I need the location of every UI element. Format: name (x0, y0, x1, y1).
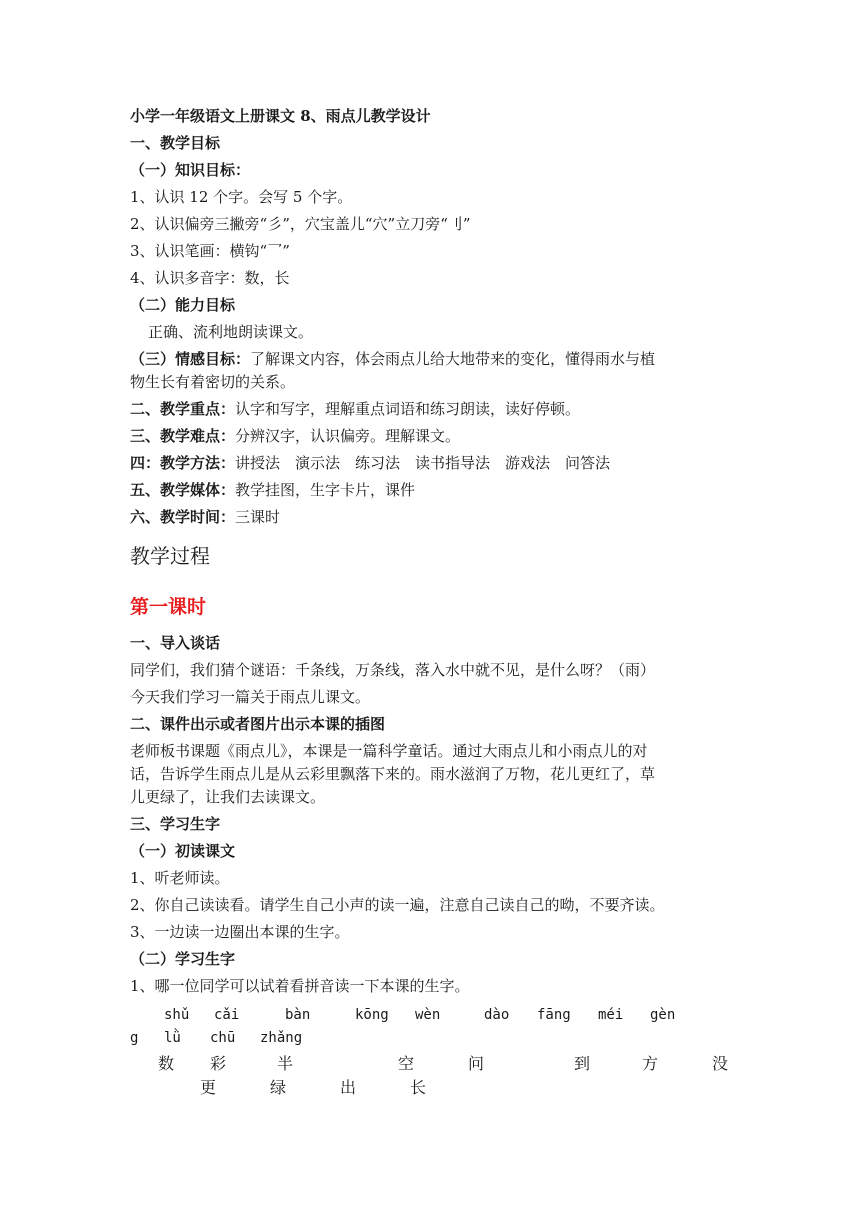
emotion-objective-line1 (130, 349, 735, 369)
character: 问 (468, 1054, 485, 1073)
section-key-points (130, 399, 735, 419)
character: 空 (398, 1054, 415, 1073)
media-label: 五、教学媒体： (130, 481, 236, 499)
ability-objective-heading: （二）能力目标 (130, 296, 236, 314)
section-difficulties (130, 426, 735, 446)
time-label: 六、教学时间： (130, 508, 236, 526)
pinyin-label: méi (598, 1007, 624, 1023)
pinyin-label: bàn (285, 1007, 311, 1023)
pinyin-label: dào (484, 1007, 510, 1023)
reading-step-1: 1、听老师读。 (130, 869, 230, 887)
section-time (130, 507, 735, 527)
characters-heading: 三、学习生字 (130, 815, 221, 833)
pinyin-label: kōng (355, 1007, 389, 1023)
pinyin-label: shǔ (164, 1007, 190, 1023)
character: 数 (158, 1054, 175, 1073)
illustration-text-3: 儿更绿了，让我们去读课文。 (130, 788, 326, 806)
character: 长 (410, 1078, 427, 1097)
reading-step-2: 2、你自己读读看。请学生自己小声的读一遍，注意自己读自己的呦，不要齐读。 (130, 896, 665, 914)
section-objectives: 一、教学目标 (130, 134, 221, 152)
process-heading: 教学过程 (130, 544, 210, 568)
pinyin-label: fāng (537, 1007, 571, 1023)
emotion-objective-line2: 物生长有着密切的关系。 (130, 373, 296, 391)
character: 彩 (210, 1054, 227, 1073)
methods-label: 四：教学方法： (130, 454, 236, 472)
pinyin-label: wèn (415, 1007, 441, 1023)
section-methods (130, 453, 735, 473)
pinyin-label: zhǎng (260, 1030, 303, 1046)
time-text: 三课时 (235, 508, 281, 526)
knowledge-objective-heading: （一）知识目标： (130, 161, 251, 179)
emotion-objective-label: （三）情感目标： (130, 350, 251, 368)
section-media (130, 480, 735, 500)
difficulties-text: 分辨汉字，认识偏旁。理解课文。 (235, 427, 461, 445)
key-points-text: 认字和写字，理解重点词语和练习朗读，读好停顿。 (235, 400, 581, 418)
knowledge-item-2: 2、认识偏旁三撇旁“彡”，穴宝盖儿“穴”立刀旁“刂” (130, 215, 471, 233)
media-text: 教学挂图，生字卡片，课件 (235, 481, 416, 499)
learn-characters-heading: （二）学习生字 (130, 950, 236, 968)
pinyin-label: cǎi (214, 1007, 240, 1023)
character: 半 (277, 1054, 294, 1073)
intro-topic: 今天我们学习一篇关于雨点儿课文。 (130, 688, 371, 706)
reading-step-3: 3、一边读一边圈出本课的生字。 (130, 923, 350, 941)
emotion-objective-text: 了解课文内容，体会雨点儿给大地带来的变化，懂得雨水与植 (250, 350, 656, 368)
first-reading-heading: （一）初读课文 (130, 842, 236, 860)
difficulties-label: 三、教学难点： (130, 427, 236, 445)
learn-characters-step-1: 1、哪一位同学可以试着看拼音读一下本课的生字。 (130, 977, 470, 995)
pinyin-label: g (130, 1030, 139, 1046)
knowledge-item-1: 1、认识 12 个字。会写 5 个字。 (130, 188, 353, 206)
intro-riddle: 同学们，我们猜个谜语：千条线，万条线，落入水中就不见，是什么呀？（雨） (130, 661, 656, 679)
illustration-text-1: 老师板书课题《雨点儿》，本课是一篇科学童话。通过大雨点儿和小雨点儿的对 (130, 742, 648, 760)
methods-text: 讲授法 演示法 练习法 读书指导法 游戏法 问答法 (235, 454, 611, 472)
key-points-label: 二、教学重点： (130, 400, 236, 418)
doc-title: 小学一年级语文上册课文 8、雨点儿教学设计 (130, 107, 431, 125)
pinyin-label: lǜ (164, 1030, 181, 1046)
ability-objective-text: 正确、流利地朗读课文。 (148, 323, 314, 341)
pinyin-label: chū (210, 1030, 236, 1046)
character: 方 (642, 1054, 659, 1073)
character: 出 (340, 1078, 357, 1097)
knowledge-item-3: 3、认识笔画：横钩“乛” (130, 242, 290, 260)
intro-heading: 一、导入谈话 (130, 634, 221, 652)
illustration-text-2: 话，告诉学生雨点儿是从云彩里飘落下来的。雨水滋润了万物，花儿更红了，草 (130, 765, 656, 783)
pinyin-label: gèn (650, 1007, 676, 1023)
character: 绿 (270, 1078, 287, 1097)
knowledge-item-4: 4、认识多音字：数，长 (130, 269, 290, 287)
character: 更 (200, 1078, 217, 1097)
lesson-one-heading: 第一课时 (130, 596, 207, 618)
illustration-heading: 二、课件出示或者图片出示本课的插图 (130, 715, 386, 733)
character: 到 (574, 1054, 591, 1073)
character: 没 (712, 1054, 729, 1073)
